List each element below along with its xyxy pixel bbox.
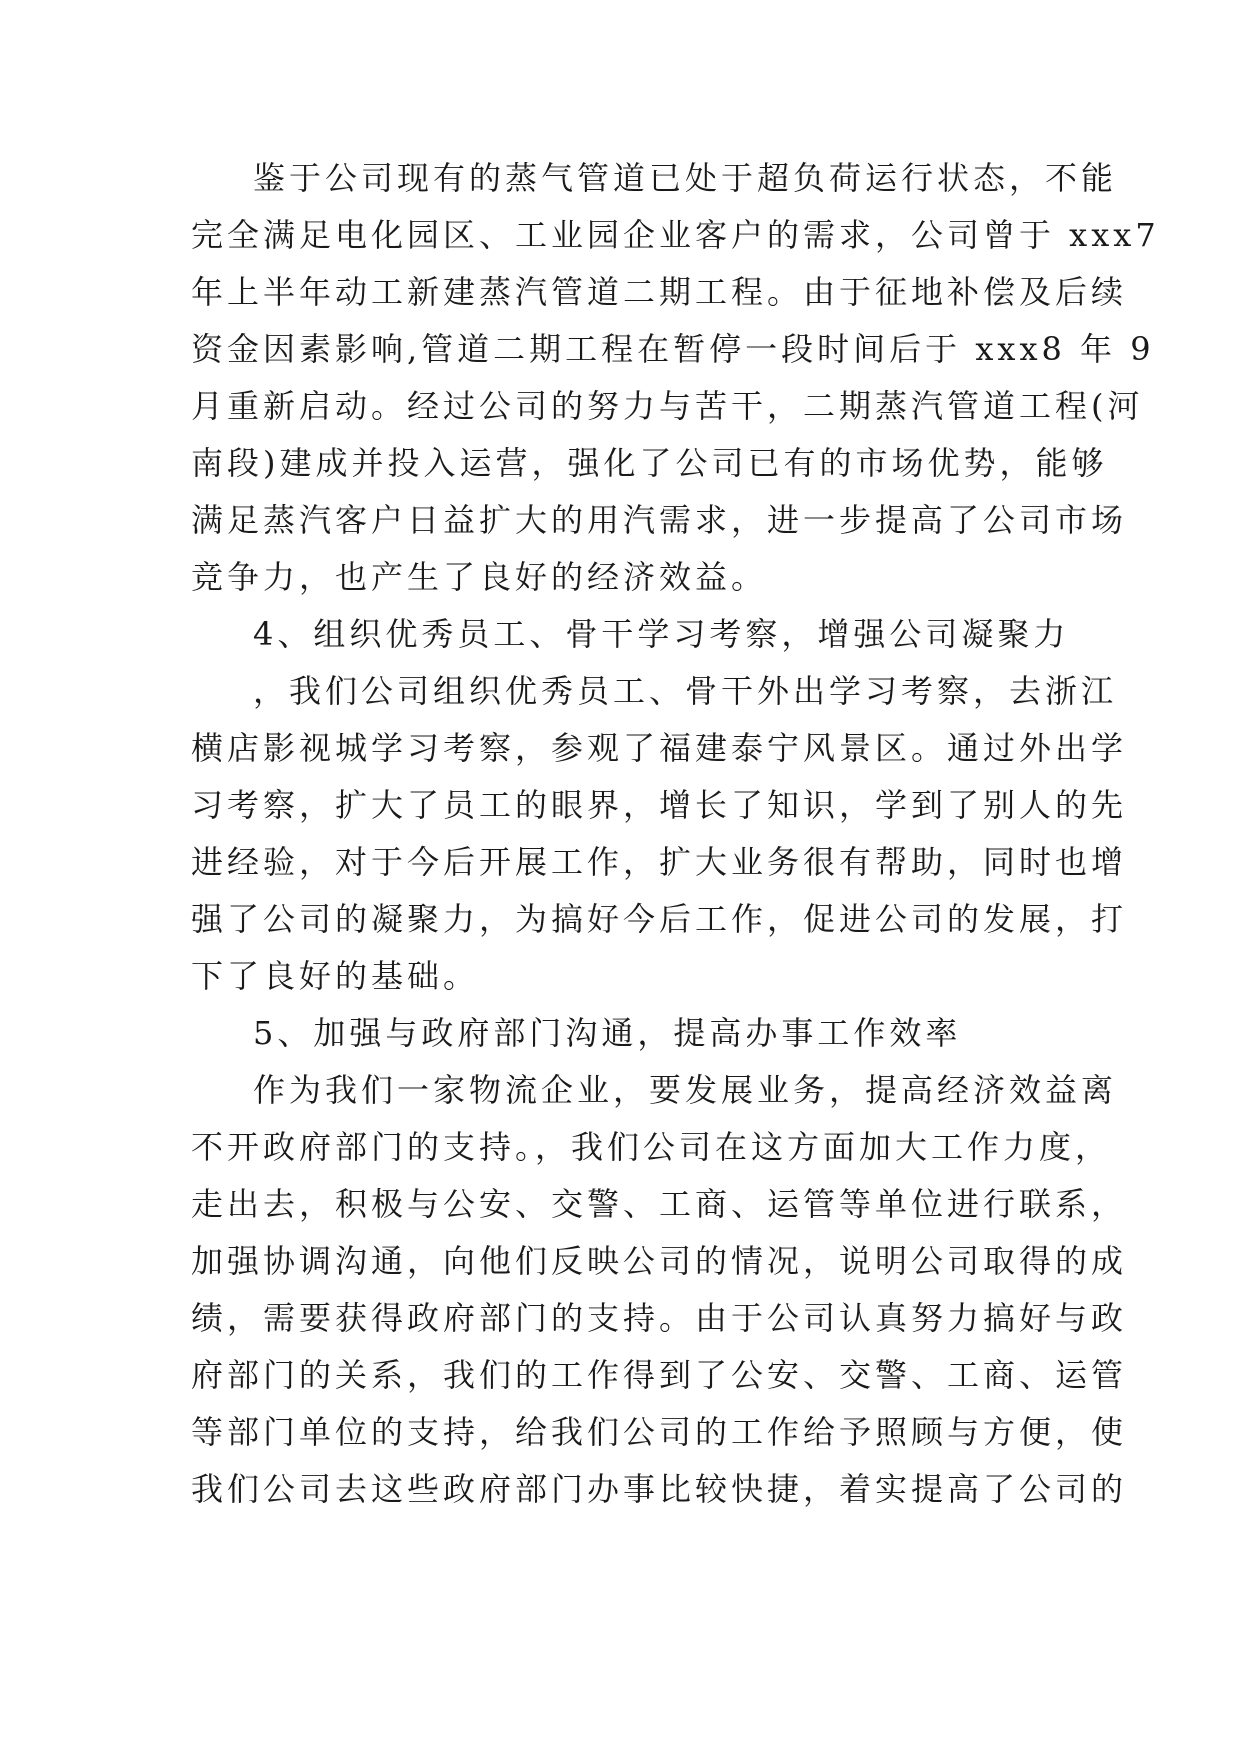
paragraph-line: 完全满足电化园区、工业园企业客户的需求，公司曾于 xxx7	[191, 216, 1160, 254]
paragraph-line: 年上半年动工新建蒸汽管道二期工程。由于征地补偿及后续	[191, 273, 1128, 311]
paragraph-line: 作为我们一家物流企业，要发展业务，提高经济效益离	[253, 1071, 1118, 1109]
paragraph-line: 竞争力，也产生了良好的经济效益。	[191, 558, 768, 596]
paragraph-line: 下了良好的基础。	[191, 957, 480, 995]
paragraph-line: 绩，需要获得政府部门的支持。由于公司认真努力搞好与政	[191, 1299, 1128, 1337]
paragraph-line: 资金因素影响,管道二期工程在暂停一段时间后于 xxx8 年 9	[191, 330, 1155, 368]
paragraph-line: 加强协调沟通，向他们反映公司的情况，说明公司取得的成	[191, 1242, 1128, 1280]
paragraph-line: 府部门的关系，我们的工作得到了公安、交警、工商、运管	[191, 1356, 1128, 1394]
paragraph-line: 习考察，扩大了员工的眼界，增长了知识，学到了别人的先	[191, 786, 1128, 824]
paragraph-line: 南段)建成并投入运营，强化了公司已有的市场优势，能够	[191, 444, 1108, 482]
paragraph-line: 月重新启动。经过公司的努力与苦干，二期蒸汽管道工程(河	[191, 387, 1144, 425]
paragraph-line: 横店影视城学习考察，参观了福建泰宁风景区。通过外出学	[191, 729, 1128, 767]
paragraph-line: 走出去，积极与公安、交警、工商、运管等单位进行联系，	[191, 1185, 1128, 1223]
paragraph-line: 鉴于公司现有的蒸气管道已处于超负荷运行状态，不能	[253, 159, 1118, 197]
paragraph-line: ，我们公司组织优秀员工、骨干外出学习考察，去浙江	[253, 672, 1118, 710]
paragraph-line: 强了公司的凝聚力，为搞好今后工作，促进公司的发展，打	[191, 900, 1128, 938]
paragraph-line: 等部门单位的支持，给我们公司的工作给予照顾与方便，使	[191, 1413, 1128, 1451]
paragraph-line: 不开政府部门的支持。，我们公司在这方面加大工作力度，	[191, 1128, 1112, 1166]
section-heading: 5、加强与政府部门沟通，提高办事工作效率	[253, 1014, 962, 1052]
paragraph-line: 满足蒸汽客户日益扩大的用汽需求，进一步提高了公司市场	[191, 501, 1128, 539]
section-heading: 4、组织优秀员工、骨干学习考察，增强公司凝聚力	[253, 615, 1070, 653]
paragraph-line: 进经验，对于今后开展工作，扩大业务很有帮助，同时也增	[191, 843, 1128, 881]
paragraph-line: 我们公司去这些政府部门办事比较快捷，着实提高了公司的	[191, 1470, 1128, 1508]
